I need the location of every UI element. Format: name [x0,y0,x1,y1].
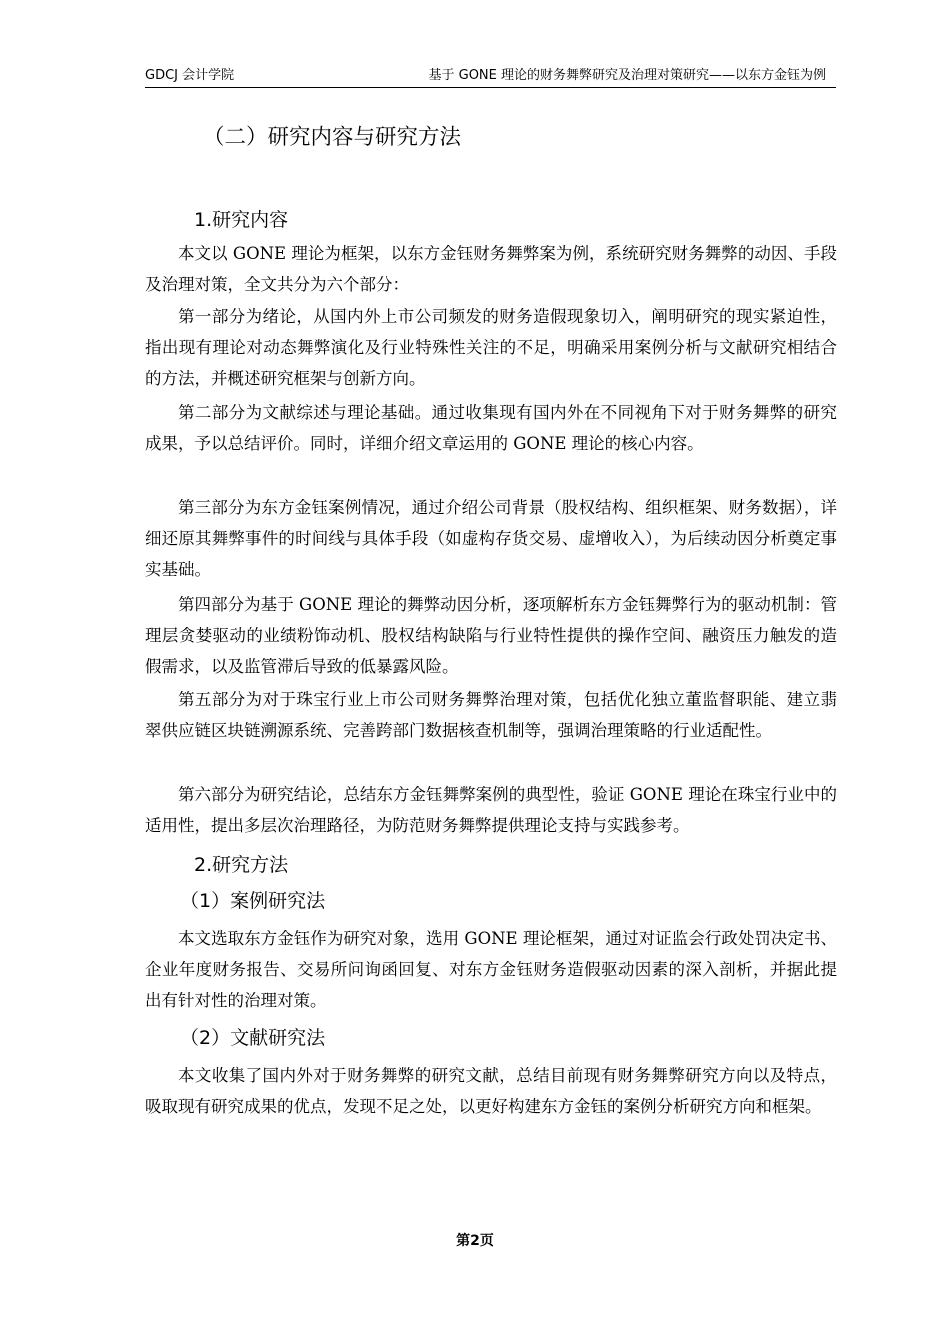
research-content-heading: 1.研究内容 [194,209,289,231]
paragraph-part-five: 第五部分为对于珠宝行业上市公司财务舞弊治理对策，包括优化独立董监督职能、建立翡翠供应链区块链溯源系统、完善跨部门数据核查机制等，强调治理策略的行业适配性。 [145,690,837,740]
paragraph-case-study: 本文选取东方金钰作为研究对象，选用 GONE 理论框架，通过对证监会行政处罚决定书、企业年度财务报告、交易所问询函回复、对东方金钰财务造假驱动因素的深入剖析，并据此提出有针对性的治理对策。 [145,929,837,1010]
header-institution: GDCJ 会计学院 [145,68,235,83]
page-header [145,67,836,88]
header-thesis-title: 基于 GONE 理论的财务舞弊研究及治理对策研究——以东方金钰为例 [428,68,826,83]
literature-heading: （2）文献研究法 [180,1027,326,1049]
case-study-heading: （1）案例研究法 [180,890,326,912]
paragraph-literature: 本文收集了国内外对于财务舞弊的研究文献，总结目前现有财务舞弊研究方向以及特点，吸取现有研究成果的优点，发现不足之处，以更好构建东方金钰的案例分析研究方向和框架。 [145,1066,837,1116]
paragraph-part-four: 第四部分为基于 GONE 理论的舞弊动因分析，逐项解析东方金钰舞弊行为的驱动机制：管理层贪婪驱动的业绩粉饰动机、股权结构缺陷与行业特性提供的操作空间、融资压力触发的造假需求，以及监管滞后导致的低暴露风险。 [145,595,837,676]
paragraph-intro: 本文以 GONE 理论为框架，以东方金钰财务舞弊案为例，系统研究财务舞弊的动因、手段及治理对策，全文共分为六个部分： [145,244,837,294]
paragraph-part-one: 第一部分为绪论，从国内外上市公司频发的财务造假现象切入，阐明研究的现实紧迫性，指出现有理论对动态舞弊演化及行业特殊性关注的不足，明确采用案例分析与文献研究相结合的方法，并概述研究框架与创新方向。 [145,307,837,388]
paragraph-part-six: 第六部分为研究结论，总结东方金钰舞弊案例的典型性，验证 GONE 理论在珠宝行业中的适用性，提出多层次治理路径，为防范财务舞弊提供理论支持与实践参考。 [145,785,837,835]
page-number: 第2页 [456,1233,494,1249]
paragraph-part-two: 第二部分为文献综述与理论基础。通过收集现有国内外在不同视角下对于财务舞弊的研究成果，予以总结评价。同时，详细介绍文章运用的 GONE 理论的核心内容。 [145,403,837,453]
research-methods-heading: 2.研究方法 [194,854,289,876]
paragraph-part-three: 第三部分为东方金钰案例情况，通过介绍公司背景（股权结构、组织框架、财务数据），详细还原其舞弊事件的时间线与具体手段（如虚构存货交易、虚增收入），为后续动因分析奠定事实基础。 [145,498,837,579]
section-title: （二）研究内容与研究方法 [203,125,462,150]
